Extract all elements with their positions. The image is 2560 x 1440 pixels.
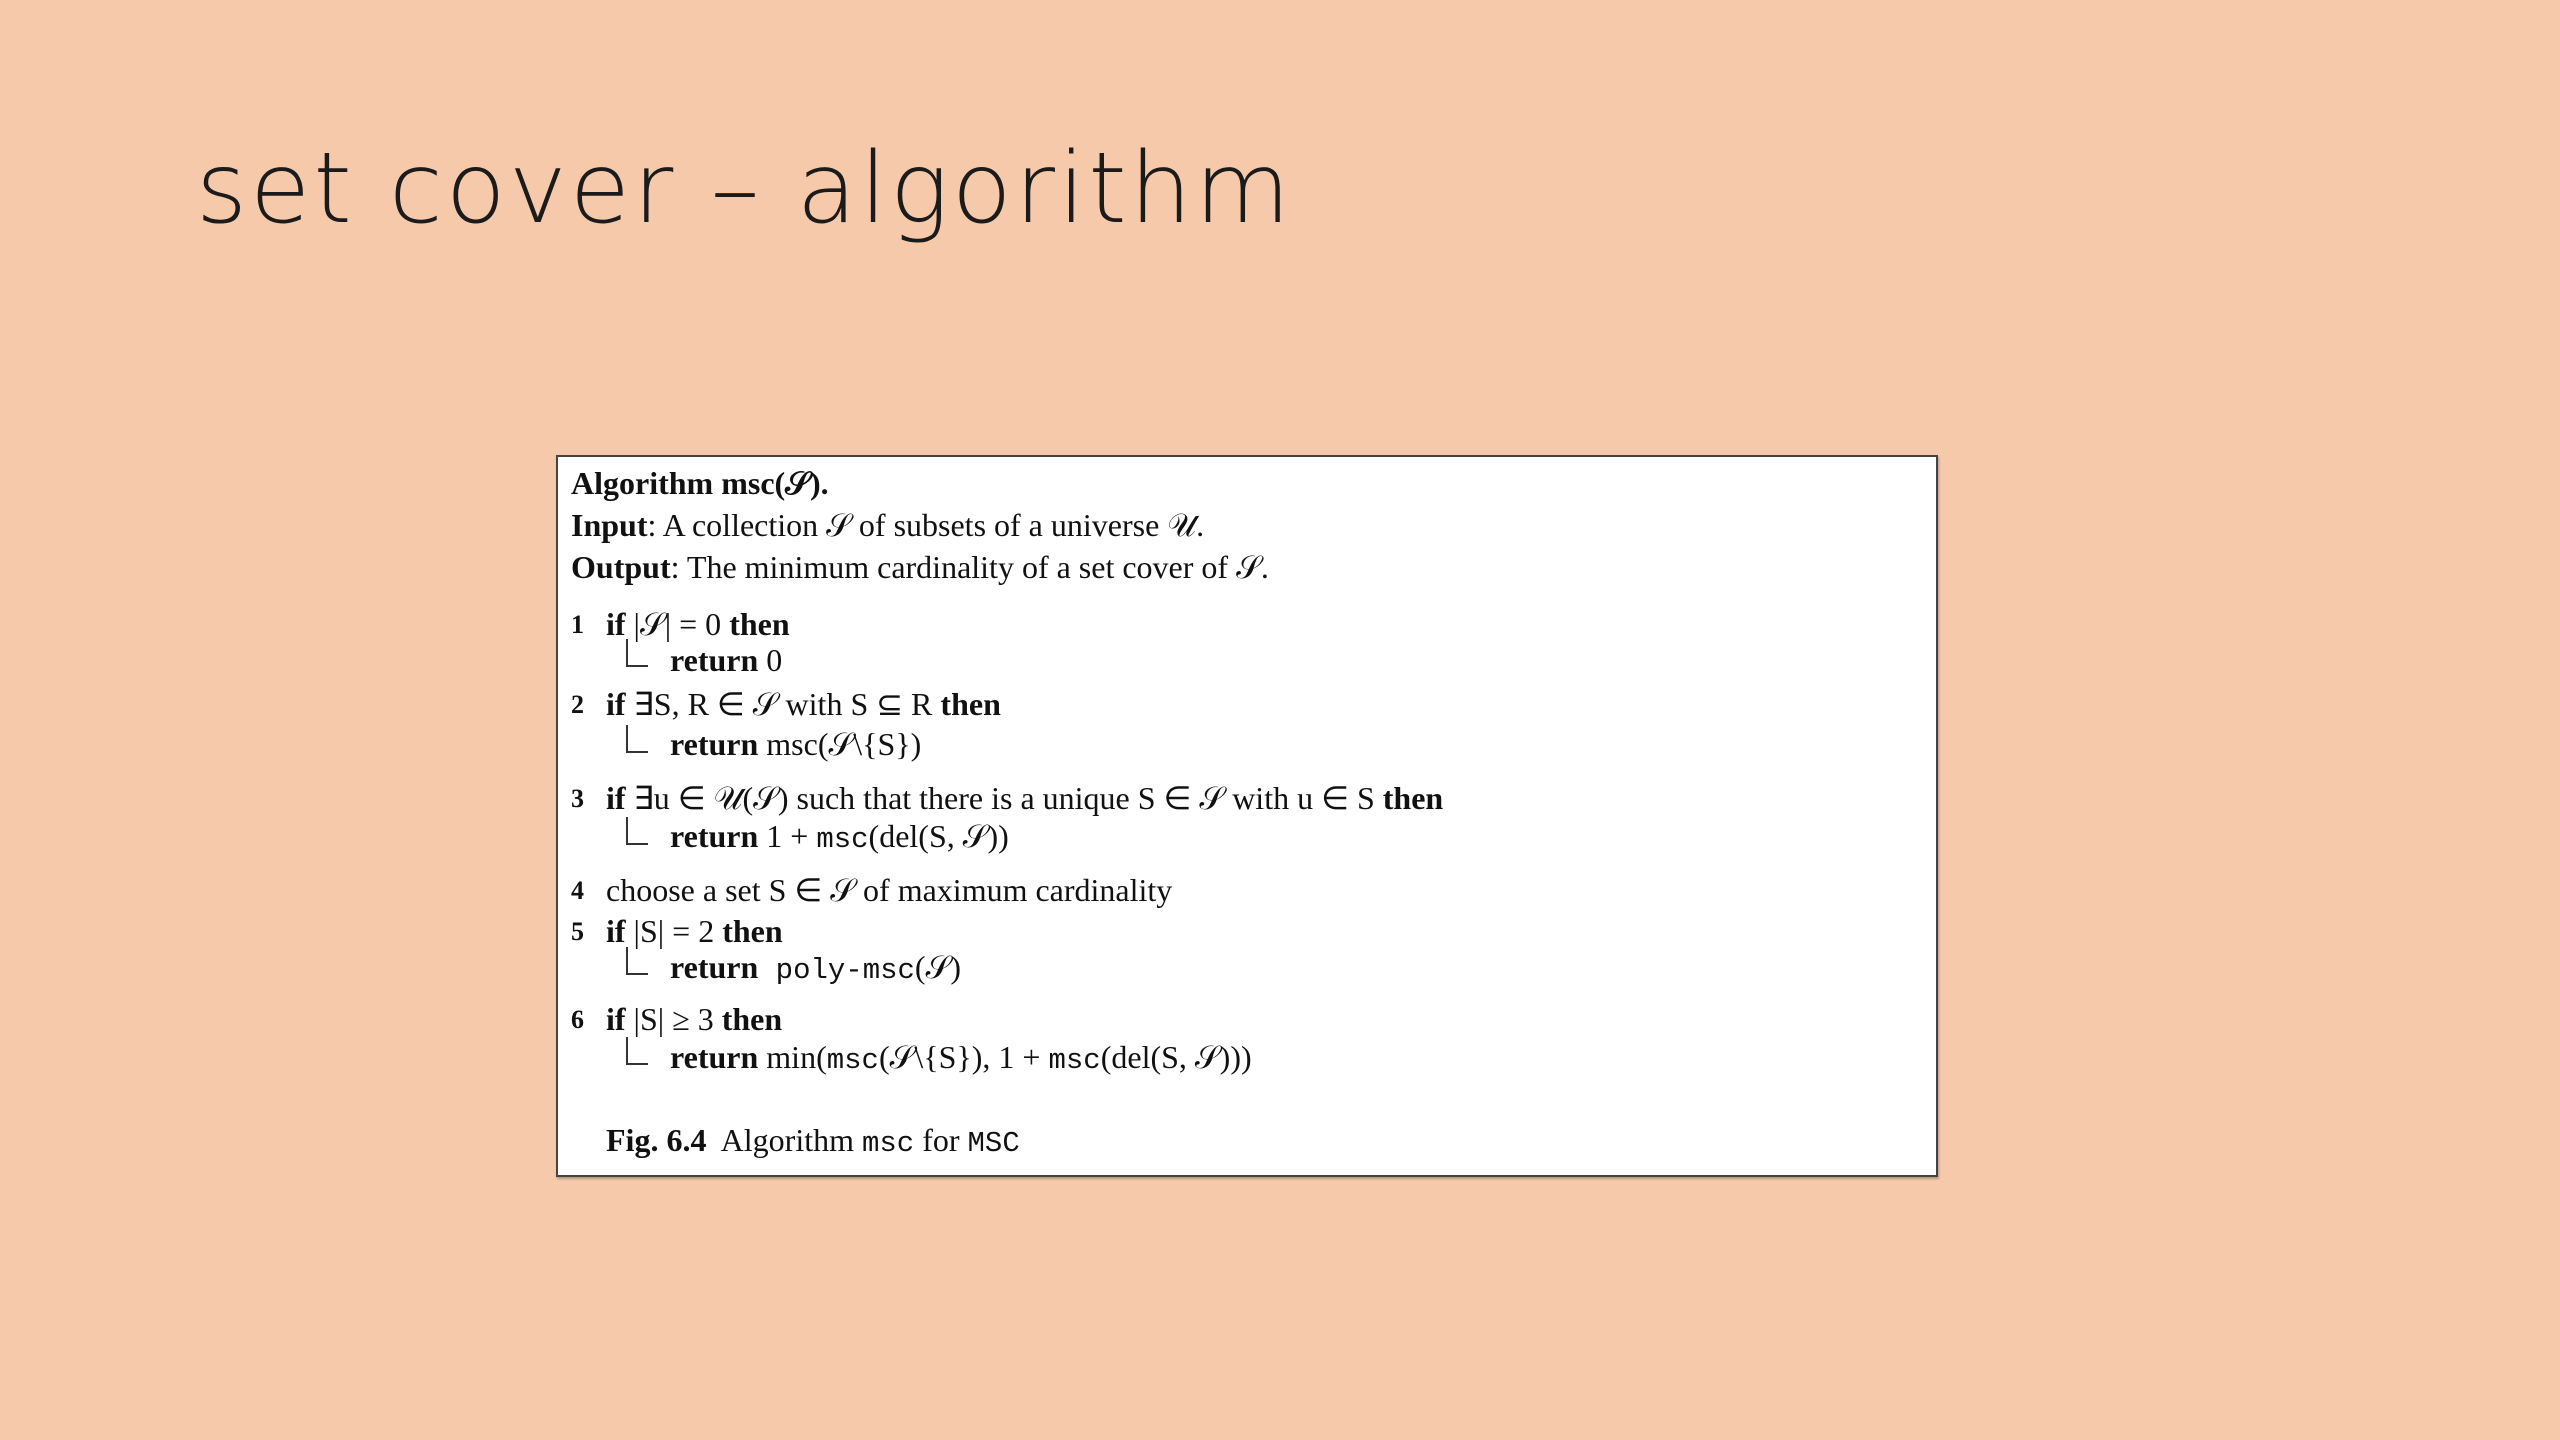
return-statement: return msc(𝒮\{S}) — [670, 726, 922, 762]
output-label: Output — [571, 549, 671, 585]
algorithm-output — [571, 551, 1269, 583]
step-condition: if |𝒮| = 0 then — [606, 606, 790, 642]
step-condition: if ∃u ∈ 𝒰(𝒮) such that there is a unique S ∈ 𝒮 with u ∈ S then — [606, 780, 1444, 816]
step-condition: if ∃S, R ∈ 𝒮 with S ⊆ R then — [606, 686, 1001, 722]
step-number: 3 — [571, 784, 584, 813]
step-bracket — [626, 947, 648, 975]
return-statement: return min(msc(𝒮\{S}), 1 + msc(del(S, 𝒮))) — [670, 1039, 1252, 1077]
return-statement: return 0 — [670, 642, 783, 678]
algorithm-figure — [556, 455, 1938, 1177]
step-number: 4 — [571, 876, 584, 905]
algorithm-input — [571, 509, 1204, 541]
step-bracket — [626, 725, 648, 753]
step-bracket — [626, 817, 648, 845]
step-number: 1 — [571, 610, 584, 639]
step-text: choose a set S ∈ 𝒮 of maximum cardinality — [606, 872, 1173, 908]
figure-label: Fig. 6.4 — [606, 1122, 707, 1158]
return-statement: return 1 + msc(del(S, 𝒮)) — [670, 818, 1009, 856]
step-bracket — [626, 1037, 648, 1065]
step-condition: if |S| ≥ 3 then — [606, 1001, 783, 1037]
input-text: : A collection 𝒮 of subsets of a universe 𝒰. — [647, 507, 1205, 543]
step-number: 2 — [571, 690, 584, 719]
output-text: : The minimum cardinality of a set cover of 𝒮. — [670, 549, 1269, 585]
step-number: 6 — [571, 1005, 584, 1034]
algorithm-heading-text: Algorithm msc(𝒮). — [571, 465, 829, 501]
algorithm-heading — [571, 467, 829, 499]
slide-title: set cover – algorithm — [196, 132, 1294, 246]
step-bracket — [626, 639, 648, 667]
return-statement: return poly-msc(𝒮) — [670, 949, 962, 987]
step-number: 5 — [571, 917, 584, 946]
input-label: Input — [571, 507, 648, 543]
step-condition: if |S| = 2 then — [606, 913, 783, 949]
figure-caption: Fig. 6.4 Algorithm msc for MSC — [606, 1122, 1020, 1160]
